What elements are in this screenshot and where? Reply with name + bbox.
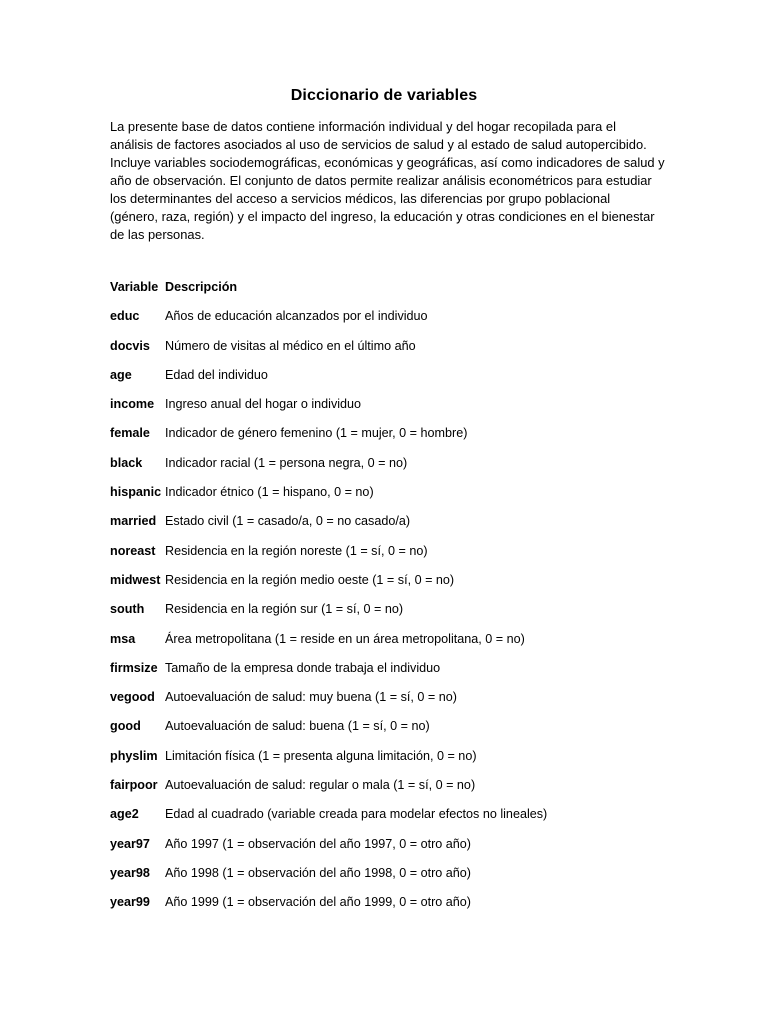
variable-name: good [110, 719, 141, 734]
variable-description: Indicador racial (1 = persona negra, 0 = no) [165, 455, 408, 470]
table-row [110, 747, 670, 776]
variable-name: educ [110, 309, 140, 324]
variable-description: Indicador de género femenino (1 = mujer, 0 = hombre) [165, 426, 468, 441]
variable-description: Área metropolitana (1 = reside en un área metropolitana, 0 = no) [165, 631, 525, 646]
variable-name: age2 [110, 807, 139, 822]
variable-name: docvis [110, 338, 150, 353]
document-title: Diccionario de variables [290, 87, 478, 104]
table-row [110, 659, 670, 688]
table-row [110, 776, 670, 805]
variable-description: Autoevaluación de salud: buena (1 = sí, 0 = no) [165, 719, 430, 734]
variable-description: Año 1997 (1 = observación del año 1997, 0 = otro año) [165, 836, 471, 851]
variable-table [110, 278, 670, 923]
variable-name: noreast [110, 543, 156, 558]
table-row [110, 717, 670, 746]
variable-description: Indicador étnico (1 = hispano, 0 = no) [165, 485, 374, 500]
intro-line: análisis de factores asociados al uso de servicios de salud y al estado de salud autopercibido. [110, 137, 647, 152]
table-header-row [110, 278, 670, 307]
header-description: Descripción [165, 280, 238, 294]
table-row [110, 688, 670, 717]
table-row [110, 600, 670, 629]
variable-description: Año 1999 (1 = observación del año 1999, 0 = otro año) [165, 895, 471, 910]
variable-description: Autoevaluación de salud: muy buena (1 = sí, 0 = no) [165, 690, 457, 705]
variable-name: physlim [110, 748, 158, 763]
intro-line: La presente base de datos contiene información individual y del hogar recopilada para el [110, 119, 616, 134]
table-row [110, 337, 670, 366]
variable-description: Tamaño de la empresa donde trabaja el individuo [165, 660, 441, 675]
variable-name: midwest [110, 572, 161, 587]
table-row [110, 512, 670, 541]
variable-name: msa [110, 631, 136, 646]
variable-name: year97 [110, 836, 150, 851]
variable-name: hispanic [110, 485, 162, 500]
variable-description: Edad al cuadrado (variable creada para modelar efectos no lineales) [165, 807, 548, 822]
table-body [110, 307, 670, 922]
variable-name: age [110, 367, 132, 382]
variable-name: black [110, 455, 143, 470]
variable-description: Años de educación alcanzados por el individuo [165, 309, 428, 324]
variable-name: fairpoor [110, 778, 158, 793]
table-row [110, 542, 670, 571]
variable-name: south [110, 602, 145, 617]
table-row [110, 366, 670, 395]
intro-paragraph [110, 118, 665, 244]
table-row [110, 571, 670, 600]
intro-line: Incluye variables sociodemográficas, económicas y geográficas, así como indicadores de salud y [110, 155, 665, 170]
variable-description: Autoevaluación de salud: regular o mala (1 = sí, 0 = no) [165, 778, 476, 793]
variable-name: firmsize [110, 660, 158, 675]
variable-description: Número de visitas al médico en el último año [165, 338, 416, 353]
table-row [110, 307, 670, 336]
variable-name: married [110, 514, 157, 529]
table-row [110, 424, 670, 453]
variable-name: income [110, 397, 155, 412]
variable-description: Limitación física (1 = presenta alguna limitación, 0 = no) [165, 748, 477, 763]
variable-description: Residencia en la región noreste (1 = sí, 0 = no) [165, 543, 428, 558]
table-row [110, 805, 670, 834]
table-row [110, 864, 670, 893]
table-row [110, 835, 670, 864]
variable-name: year99 [110, 895, 150, 910]
header-variable: Variable [110, 280, 159, 294]
variable-description: Ingreso anual del hogar o individuo [165, 397, 362, 412]
intro-line: los determinantes del acceso a servicios médicos, las diferencias por grupo poblacional [110, 191, 611, 206]
table-row [110, 454, 670, 483]
variable-name: vegood [110, 690, 155, 705]
variable-description: Residencia en la región sur (1 = sí, 0 = no) [165, 602, 404, 617]
variable-name: female [110, 426, 150, 441]
variable-description: Estado civil (1 = casado/a, 0 = no casado/a) [165, 514, 411, 529]
table-row [110, 395, 670, 424]
variable-description: Edad del individuo [165, 367, 268, 382]
variable-description: Residencia en la región medio oeste (1 = sí, 0 = no) [165, 572, 455, 587]
variable-name: year98 [110, 865, 150, 880]
table-row [110, 630, 670, 659]
variable-description: Año 1998 (1 = observación del año 1998, 0 = otro año) [165, 865, 471, 880]
intro-line: de las personas. [110, 227, 205, 242]
intro-line: año de observación. El conjunto de datos permite realizar análisis econométricos para estudiar [110, 173, 652, 188]
table-row [110, 893, 670, 922]
table-row [110, 483, 670, 512]
intro-line: (género, raza, región) y el impacto del ingreso, la educación y otras condiciones en el bienestar [110, 209, 655, 224]
